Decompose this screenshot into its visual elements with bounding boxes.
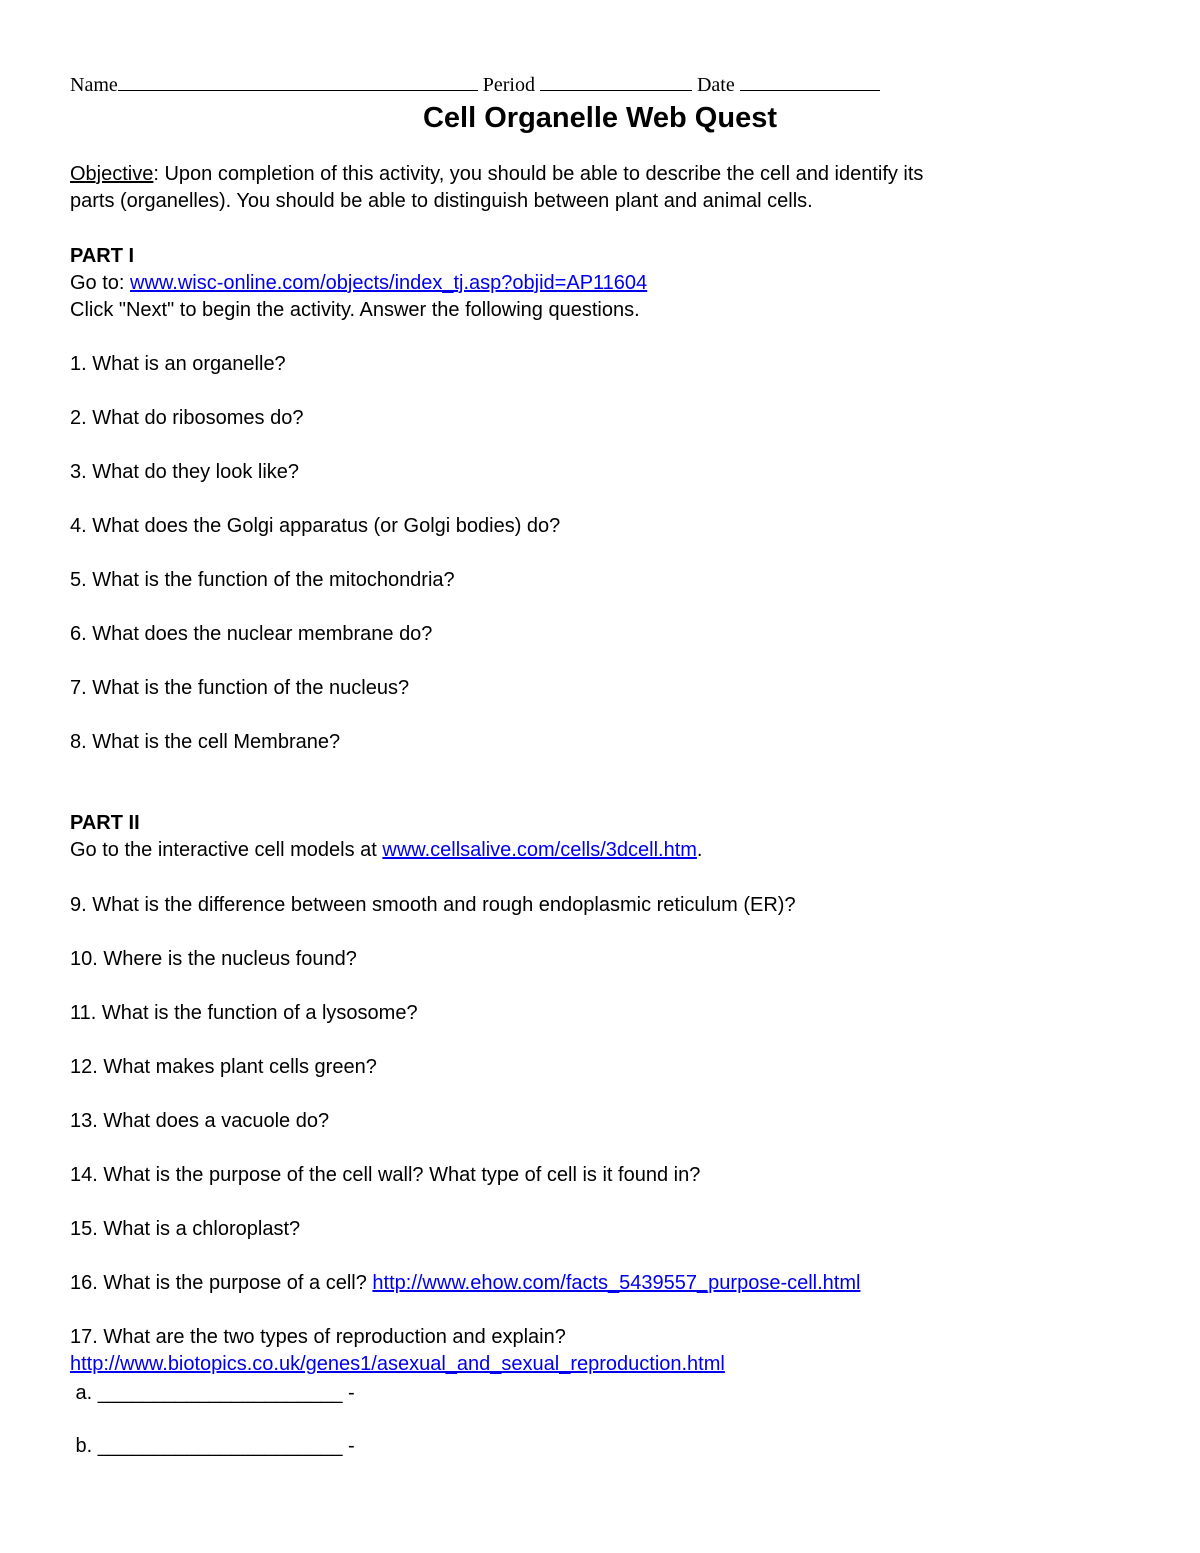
- cellsalive-link[interactable]: www.cellsalive.com/cells/3dcell.htm: [382, 839, 697, 861]
- period-label: Period: [482, 74, 535, 96]
- answer-b[interactable]: b. ______________________ -: [70, 1435, 355, 1457]
- wisc-online-link[interactable]: www.wisc-online.com/objects/index_tj.asp?objid=AP11604: [130, 272, 648, 294]
- period-field[interactable]: [540, 72, 692, 91]
- part1-goto-prefix: Go to:: [70, 272, 131, 294]
- question-14: 14. What is the purpose of the cell wall? What type of cell is it found in?: [70, 1164, 701, 1186]
- question-2: 2. What do ribosomes do?: [70, 407, 304, 429]
- part2-goto-prefix: Go to the interactive cell models at: [70, 839, 383, 861]
- answer-a[interactable]: a. ______________________ -: [70, 1382, 355, 1404]
- question-15: 15. What is a chloroplast?: [70, 1218, 301, 1240]
- objective-line2: parts (organelles). You should be able to distinguish between plant and animal cells.: [70, 190, 813, 212]
- objective-line1: [70, 161, 923, 188]
- part1-instruction: Click "Next" to begin the activity. Answer the following questions.: [70, 299, 640, 321]
- part1-goto: [70, 270, 647, 297]
- part2-heading: PART II: [70, 812, 140, 834]
- question-4: 4. What does the Golgi apparatus (or Golgi bodies) do?: [70, 515, 561, 537]
- ehow-link[interactable]: http://www.ehow.com/facts_5439557_purpose-cell.html: [372, 1272, 861, 1294]
- question-17-link-line: [70, 1351, 725, 1378]
- question-12: 12. What makes plant cells green?: [70, 1056, 377, 1078]
- name-field[interactable]: [118, 72, 478, 91]
- date-field[interactable]: [740, 72, 880, 91]
- question-5: 5. What is the function of the mitochondria?: [70, 569, 455, 591]
- question-10: 10. Where is the nucleus found?: [70, 948, 357, 970]
- date-label: Date: [696, 74, 735, 96]
- question-3: 3. What do they look like?: [70, 461, 300, 483]
- question-6: 6. What does the nuclear membrane do?: [70, 623, 433, 645]
- question-11: 11. What is the function of a lysosome?: [70, 1002, 418, 1024]
- question-17: 17. What are the two types of reproduction and explain?: [70, 1326, 566, 1348]
- question-16-text: 16. What is the purpose of a cell?: [70, 1272, 373, 1294]
- part2-goto: [70, 837, 702, 864]
- question-16: [70, 1270, 860, 1297]
- part1-heading: PART I: [70, 245, 135, 267]
- question-1: 1. What is an organelle?: [70, 353, 286, 375]
- name-label: Name: [70, 74, 118, 96]
- biotopics-link[interactable]: http://www.biotopics.co.uk/genes1/asexual_and_sexual_reproduction.html: [70, 1353, 725, 1375]
- question-13: 13. What does a vacuole do?: [70, 1110, 330, 1132]
- objective-text-1: : Upon completion of this activity, you should be able to describe the cell and identify its: [153, 163, 924, 185]
- objective-label: Objective: [70, 163, 154, 185]
- question-8: 8. What is the cell Membrane?: [70, 731, 341, 753]
- question-7: 7. What is the function of the nucleus?: [70, 677, 410, 699]
- page-title: Cell Organelle Web Quest: [422, 102, 777, 134]
- header-line: [70, 72, 880, 97]
- question-9: 9. What is the difference between smooth and rough endoplasmic reticulum (ER)?: [70, 894, 796, 916]
- part2-goto-suffix: .: [696, 839, 703, 861]
